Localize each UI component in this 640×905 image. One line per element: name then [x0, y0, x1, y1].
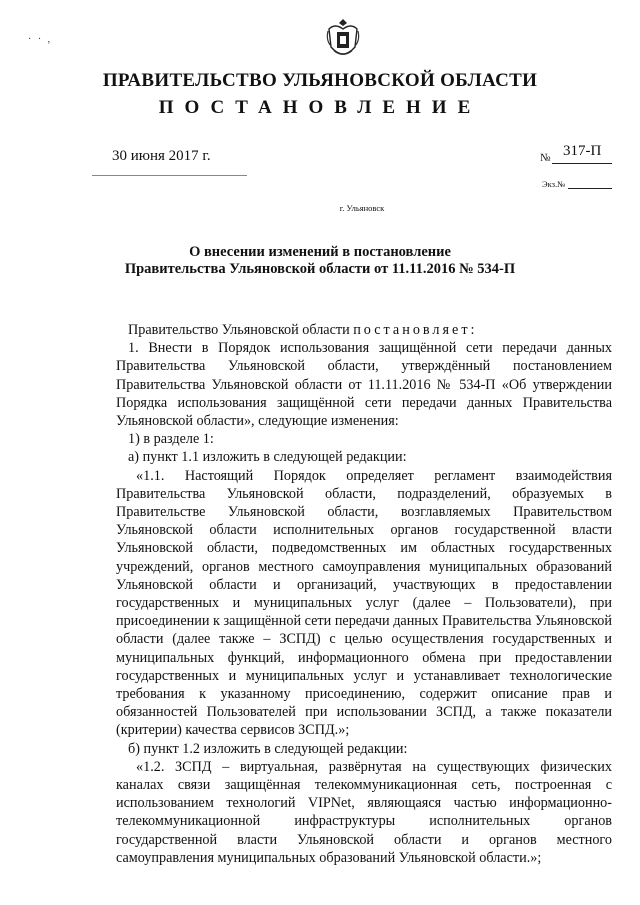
coat-of-arms-icon: [326, 17, 360, 61]
date-underline: [92, 175, 247, 176]
paragraph-1: 1. Внести в Порядок использования защищённой сети передачи данных Правительства Ульяновской области, утверждённый постановлением Правительства Ульяновской области от 11.11.2016 № 534-П «Об утверждении Порядка использования защищённой сети передачи данных Правительства Ульяновской области», следующие изменения:: [116, 340, 612, 430]
document-date: 30 июня 2017 г.: [112, 148, 211, 164]
intro-verb: постановляет:: [353, 322, 478, 338]
paragraph-2: 1) в разделе 1:: [128, 431, 214, 448]
paragraph-5: б) пункт 1.2 изложить в следующей редакции:: [128, 740, 408, 757]
document-subject: [0, 244, 640, 278]
paragraph-6: «1.2. ЗСПД – виртуальная, развёрнутая на существующих физических каналах связи защищённая телекоммуникационная сеть, построенная с использованием технологий VIPNet, являющаяся частью информационно-телекоммуникационной инфраструктуры исполнительных органов государственной власти Ульяновской области и органов местного самоуправления муниципальных образований Ульяновской области.»;: [116, 758, 612, 866]
organization-title: ПРАВИТЕЛЬСТВО УЛЬЯНОВСКОЙ ОБЛАСТИ: [102, 70, 538, 91]
document-type: ПОСТАНОВЛЕНИЕ: [158, 97, 482, 118]
copy-number-underline: [568, 188, 612, 189]
document-body: [116, 321, 612, 867]
document-number: 317-П: [563, 143, 602, 159]
number-prefix: №: [540, 152, 551, 164]
intro-paragraph: [116, 321, 612, 339]
intro-subject: Правительство Ульяновской области: [128, 322, 354, 338]
paragraph-3: а) пункт 1.1 изложить в следующей редакции:: [128, 449, 407, 466]
document-city: г. Ульяновск: [339, 203, 385, 213]
number-underline: [552, 163, 612, 164]
paragraph-4: «1.1. Настоящий Порядок определяет регламент взаимодействия Правительства Ульяновской области, подразделений, образуемых в Правительстве Ульяновской области, возглавляемых Правительством Ульяновской области исполнительных органов государственной власти Ульяновской области, подведомственных им областных государственных учреждений, органов местного самоуправления муниципальных образований Ульяновской области и организаций, участвующих в предоставлении государственных и муниципальных услуг (далее – Пользователи), при присоединении к защищённой сети передачи данных Правительства Ульяновской области (далее также – ЗСПД) с целью осуществления государственных и муниципальных функций, информационного обмена при предоставлении государственных и муниципальных услуг и устанавливает технологические требования к указанному присоединению, содержит описание прав и обязанностей Пользователей при использовании ЗСПД, а также показатели (критерии) качества сервисов ЗСПД.»;: [116, 467, 612, 739]
subject-line-2: Правительства Ульяновской области от 11.11.2016 № 534-П: [124, 261, 516, 277]
copy-number-label: Экз.№: [542, 179, 566, 189]
scan-mark: · · ,: [28, 34, 53, 45]
subject-line-1: О внесении изменений в постановление: [189, 244, 451, 260]
